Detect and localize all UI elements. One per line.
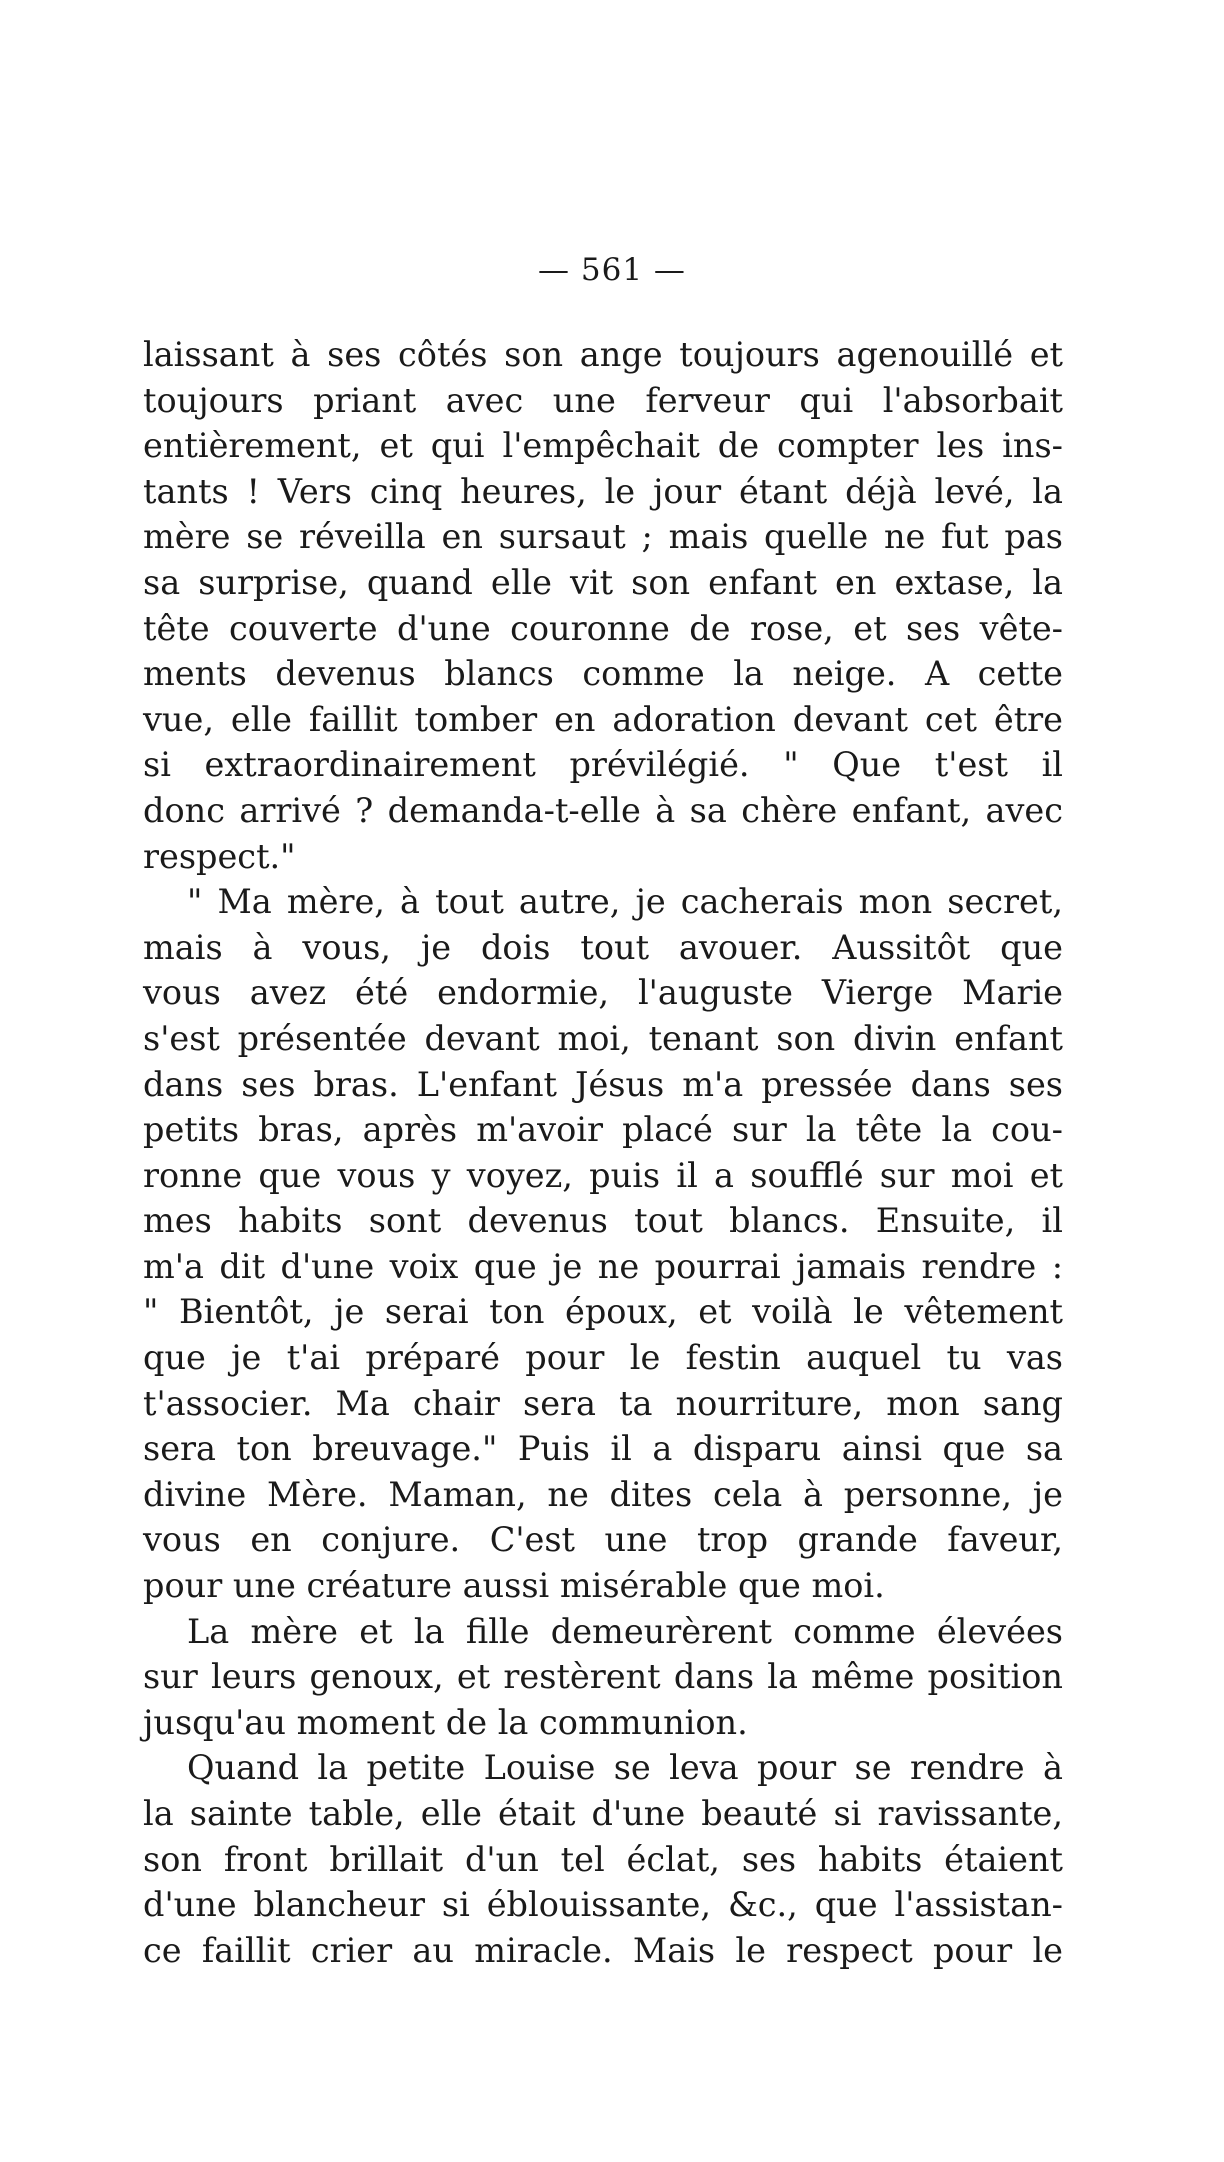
text-line: sa surprise, quand elle vit son enfant en extase, la <box>143 562 1063 602</box>
text-line: t'associer. Ma chair sera ta nourriture, mon sang <box>143 1383 1063 1423</box>
page-number: — 561 — <box>538 252 686 288</box>
text-line: mes habits sont devenus tout blancs. Ensuite, il <box>143 1201 1063 1241</box>
text-line: si extraordinairement prévilégié. " Que t'est il <box>143 745 1063 785</box>
text-line: sera ton breuvage." Puis il a disparu ainsi que sa <box>143 1429 1063 1469</box>
text-line: ments devenus blancs comme la neige. A cette <box>143 654 1063 694</box>
text-line: La mère et la fille demeurèrent comme élevées <box>187 1611 1063 1651</box>
text-line: tête couverte d'une couronne de rose, et ses vête- <box>143 608 1063 648</box>
text-line: " Bientôt, je serai ton époux, et voilà le vêtement <box>143 1292 1063 1332</box>
text-line: divine Mère. Maman, ne dites cela à personne, je <box>143 1474 1063 1514</box>
text-line: mère se réveilla en sursaut ; mais quelle ne fut pas <box>143 517 1063 557</box>
text-line: dans ses bras. L'enfant Jésus m'a pressée dans ses <box>143 1064 1063 1104</box>
body-text <box>143 332 1063 1973</box>
text-line: pour une créature aussi misérable que moi. <box>143 1566 885 1606</box>
text-line: sur leurs genoux, et restèrent dans la même position <box>143 1657 1063 1697</box>
text-line: jusqu'au moment de la communion. <box>143 1702 748 1742</box>
text-line: laissant à ses côtés son ange toujours agenouillé et <box>143 335 1063 374</box>
text-line: vue, elle faillit tomber en adoration devant cet être <box>143 699 1063 739</box>
text-line: m'a dit d'une voix que je ne pourrai jamais rendre : <box>143 1246 1063 1286</box>
text-line: petits bras, après m'avoir placé sur la tête la cou- <box>143 1110 1063 1150</box>
text-line: ronne que vous y voyez, puis il a soufflé sur moi et <box>143 1155 1063 1195</box>
text-line: respect." <box>143 836 296 876</box>
text-line: mais à vous, je dois tout avouer. Aussitôt que <box>143 927 1063 967</box>
text-line: s'est présentée devant moi, tenant son divin enfant <box>143 1018 1063 1058</box>
text-line: Quand la petite Louise se leva pour se rendre à <box>187 1748 1063 1788</box>
text-line: vous avez été endormie, l'auguste Vierge Marie <box>143 973 1063 1013</box>
text-line: vous en conjure. C'est une trop grande faveur, <box>143 1520 1063 1560</box>
text-line: son front brillait d'un tel éclat, ses habits étaient <box>143 1839 1063 1879</box>
text-line: ce faillit crier au miracle. Mais le respect pour le <box>143 1930 1063 1970</box>
text-line: entièrement, et qui l'empêchait de compter les ins- <box>143 426 1063 466</box>
text-line: d'une blancheur si éblouissante, &c., que l'assistan- <box>143 1885 1063 1925</box>
text-line: que je t'ai préparé pour le festin auquel tu vas <box>143 1338 1063 1378</box>
text-line: toujours priant avec une ferveur qui l'absorbait <box>143 380 1063 420</box>
text-line: la sainte table, elle était d'une beauté si ravissante, <box>143 1794 1063 1833</box>
text-line: tants ! Vers cinq heures, le jour étant déjà levé, la <box>143 471 1063 511</box>
text-line: donc arrivé ? demanda-t-elle à sa chère enfant, avec <box>143 790 1063 830</box>
text-line: " Ma mère, à tout autre, je cacherais mon secret, <box>187 882 1063 922</box>
